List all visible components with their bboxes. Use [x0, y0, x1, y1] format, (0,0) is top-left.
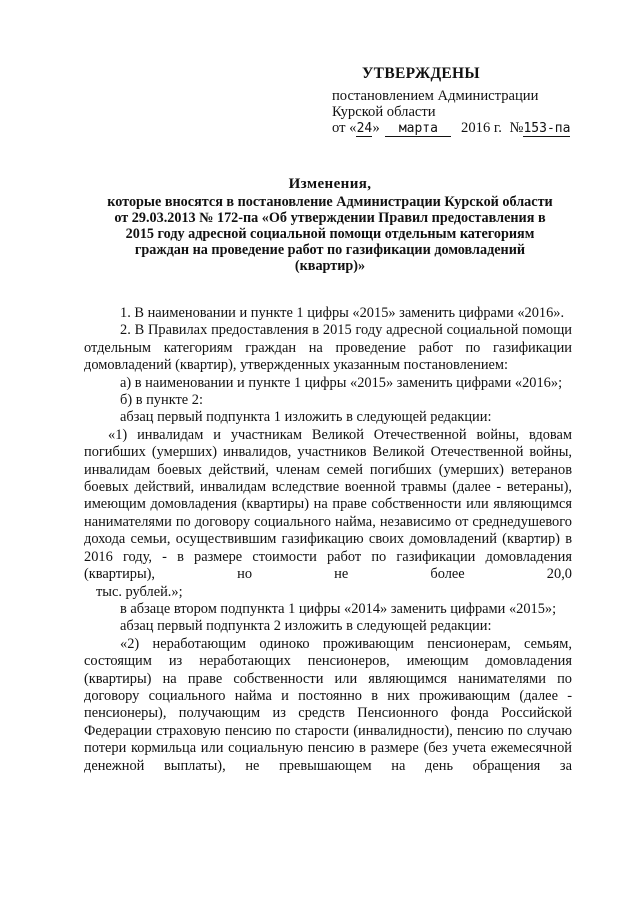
- paragraph-2: 2. В Правилах предоставления в 2015 году адресной социальной помощи отдельным категориям граждан на проведение работ по газификации домовладений (квартир), утвержденных указанным постановлением:: [84, 322, 572, 374]
- approval-line-1: постановлением Администрации: [332, 88, 539, 104]
- paragraph-6-tail: тыс. рублей.»;: [96, 583, 183, 600]
- paragraph-7: в абзаце втором подпункта 1 цифры «2014» заменить цифрами «2015»;: [120, 600, 557, 617]
- title-line-2: которые вносятся в постановление Администрации Курской области: [107, 194, 553, 210]
- paragraph-9: «2) неработающим одиноко проживающим пенсионерам, семьям, состоящим из неработающих пенсионеров, имеющим домовладения (квартиры) на праве собственности или являющимся нанимателями по договору социального найма и постоянно в них проживающим (далее - пенсионеры), получающим из средств Пенсионного фонда Российской Федерации страховую пенсию по старости (инвалидности), пенсию по случаю потери кормильца или социальную пенсию в размере (без учета ежемесячной денежной выплаты), не превышающем на день обращения за: [84, 635, 572, 774]
- date-prefix: от «: [332, 120, 357, 136]
- approval-heading: УТВЕРЖДЕНЫ: [362, 65, 480, 82]
- approval-date-line: [332, 120, 622, 137]
- paragraph-8: абзац первый подпункта 2 изложить в следующей редакции:: [120, 618, 492, 635]
- title-line-5: граждан на проведение работ по газификации домовладений: [134, 242, 526, 258]
- number-prefix: №: [509, 120, 524, 136]
- title-line-1: Изменения,: [288, 176, 372, 192]
- document-body: [84, 305, 572, 775]
- date-year: 2016 г.: [461, 120, 502, 136]
- date-mid: »: [372, 120, 380, 136]
- date-month: марта: [385, 122, 451, 137]
- document-title: [78, 176, 582, 274]
- paragraph-4: б) в пункте 2:: [120, 392, 203, 409]
- title-line-6: (квартир)»: [294, 258, 366, 274]
- date-day: 24: [356, 121, 373, 136]
- paragraph-5: абзац первый подпункта 1 изложить в следующей редакции:: [120, 409, 492, 426]
- paragraph-3: а) в наименовании и пункте 1 цифры «2015» заменить цифрами «2016»;: [120, 374, 563, 391]
- approval-line-2: Курской области: [332, 104, 436, 120]
- document-number: 153-па: [523, 121, 571, 136]
- paragraph-6: «1) инвалидам и участникам Великой Отечественной войны, вдовам погибших (умерших) инвалидов, участников Великой Отечественной войны, инвалидам боевых действий, членам семей погибших (умерших) ветеранов боевых действий, инвалидам вследствие военной травмы (далее - ветераны), имеющим домовладения (квартиры) на праве собственности или являющимся нанимателями по договору социального найма, независимо от среднедушевого дохода семьи, осуществившим газификацию своих домовладений (квартир) в 2016 году, - в размере стоимости работ по газификации домовладения (квартиры), но не более 20,0: [84, 426, 572, 583]
- title-line-4: 2015 году адресной социальной помощи отдельным категориям: [125, 226, 535, 242]
- approval-stamp: [332, 66, 622, 137]
- title-line-3: от 29.03.2013 № 172-па «Об утверждении Правил предоставления в: [114, 210, 546, 226]
- paragraph-1: 1. В наименовании и пункте 1 цифры «2015» заменить цифрами «2016».: [120, 305, 565, 321]
